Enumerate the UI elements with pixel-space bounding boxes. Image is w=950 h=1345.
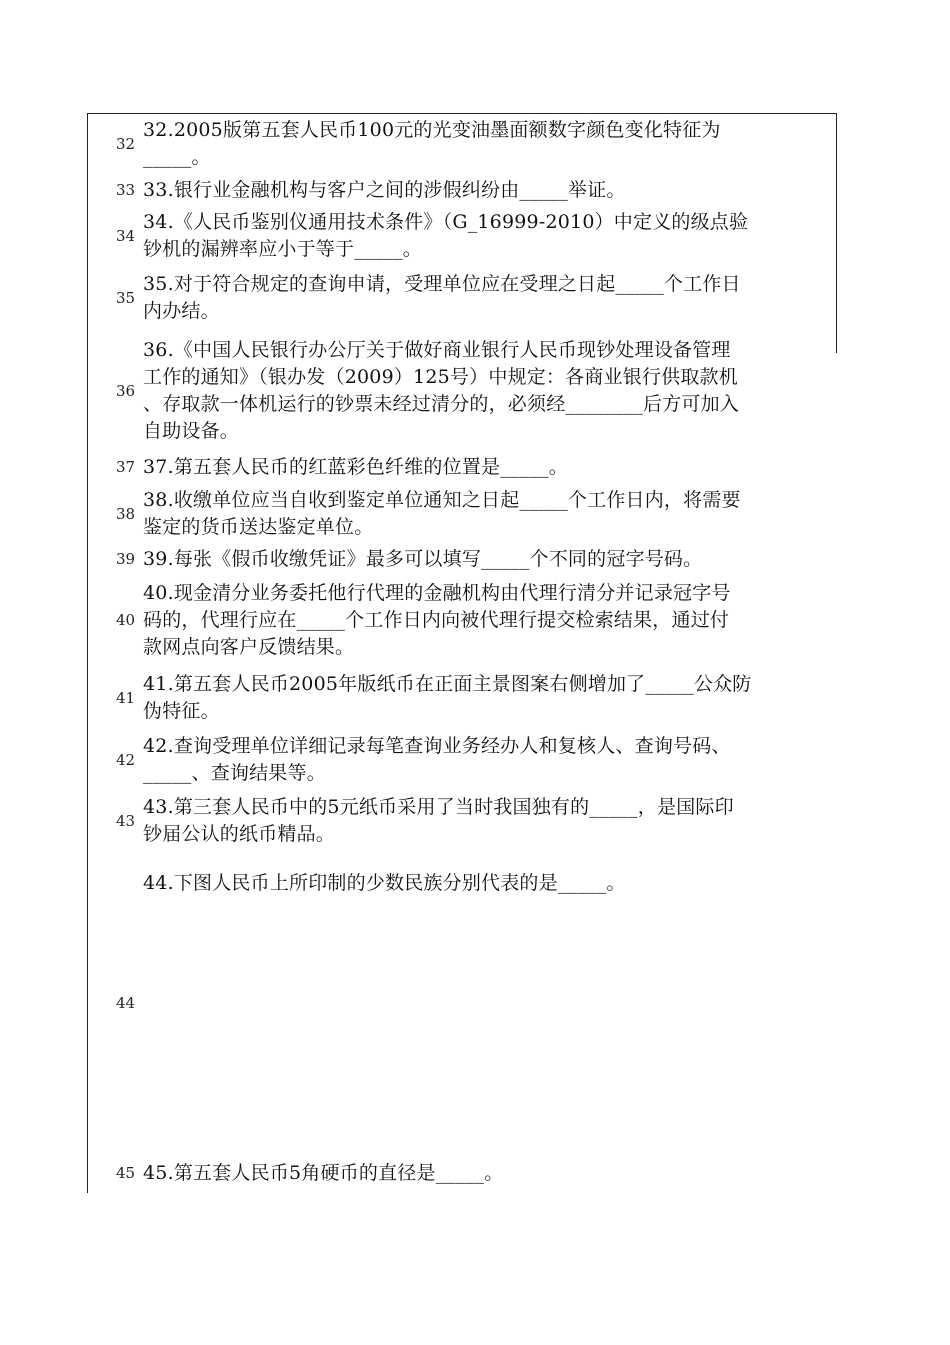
question-row <box>116 870 836 897</box>
question-row <box>116 337 836 445</box>
question-text: 34.《人民币鉴别仪通用技术条件》（G_16999-2010）中定义的级点验 钞机的漏辨率应小于等于_____。 <box>143 211 749 260</box>
question-row <box>116 487 836 541</box>
question-row <box>116 794 836 848</box>
row-number: 44 <box>116 994 136 1012</box>
row-number: 34 <box>116 226 136 245</box>
row-number: 36 <box>116 381 136 400</box>
question-row-number-holder <box>116 996 836 1011</box>
row-number: 42 <box>116 750 136 769</box>
question-row <box>116 671 836 725</box>
row-number: 40 <box>116 611 136 629</box>
question-text: 40.现金清分业务委托他行代理的金融机构由代理行清分并记录冠字号 码的，代理行应在_____个工作日内向被代理行提交检索结果，通过付 款网点向客户反馈结果。 <box>143 582 731 658</box>
question-row <box>116 733 836 787</box>
question-text: 35.对于符合规定的查询申请，受理单位应在受理之日起_____个工作日 内办结。 <box>143 273 741 322</box>
row-number: 45 <box>116 1164 136 1182</box>
question-text: 42.查询受理单位详细记录每笔查询业务经办人和复核人、查询号码、 _____、查询结果等。 <box>143 735 731 784</box>
table-border-right <box>836 113 837 353</box>
question-text: 39.每张《假币收缴凭证》最多可以填写_____个不同的冠字号码。 <box>143 548 703 570</box>
question-row <box>116 177 836 204</box>
question-row <box>116 580 836 661</box>
question-text: 43.第三套人民币中的5元纸币采用了当时我国独有的_____，是国际印 钞届公认的纸币精品。 <box>143 796 734 845</box>
question-text: 37.第五套人民币的红蓝彩色纤维的位置是_____。 <box>143 456 568 478</box>
question-row <box>116 454 836 481</box>
row-number: 33 <box>116 181 136 199</box>
question-text: 38.收缴单位应当自收到鉴定单位通知之日起_____个工作日内，将需要 鉴定的货币送达鉴定单位。 <box>143 489 741 538</box>
table-border-top <box>87 113 837 114</box>
question-text: 44.下图人民币上所印制的少数民族分别代表的是_____。 <box>143 872 626 894</box>
question-row <box>116 271 836 325</box>
question-row <box>116 117 836 171</box>
row-number: 39 <box>116 550 136 568</box>
question-row <box>116 209 836 263</box>
question-text: 32.2005版第五套人民币100元的光变油墨面额数字颜色变化特征为 _____。 <box>143 119 721 168</box>
table-border-left <box>87 113 88 1193</box>
question-text: 36.《中国人民银行办公厅关于做好商业银行人民币现钞处理设备管理 工作的通知》（银办发（2009）125号）中规定：各商业银行供取款机 、存取款一体机运行的钞票未经过清分的，必须经________后方可加入 自助设备。 <box>143 339 740 442</box>
question-row <box>116 546 836 573</box>
row-number: 35 <box>116 288 136 307</box>
row-number: 43 <box>116 811 136 830</box>
row-number: 38 <box>116 504 136 523</box>
question-row <box>116 1160 836 1187</box>
row-number: 37 <box>116 458 136 476</box>
question-text: 41.第五套人民币2005年版纸币在正面主景图案右侧增加了_____公众防 伪特征。 <box>143 673 752 722</box>
row-number: 32 <box>116 134 136 153</box>
question-text: 33.银行业金融机构与客户之间的涉假纠纷由_____举证。 <box>143 179 626 201</box>
row-number: 41 <box>116 688 136 707</box>
question-text: 45.第五套人民币5角硬币的直径是_____。 <box>143 1162 504 1184</box>
